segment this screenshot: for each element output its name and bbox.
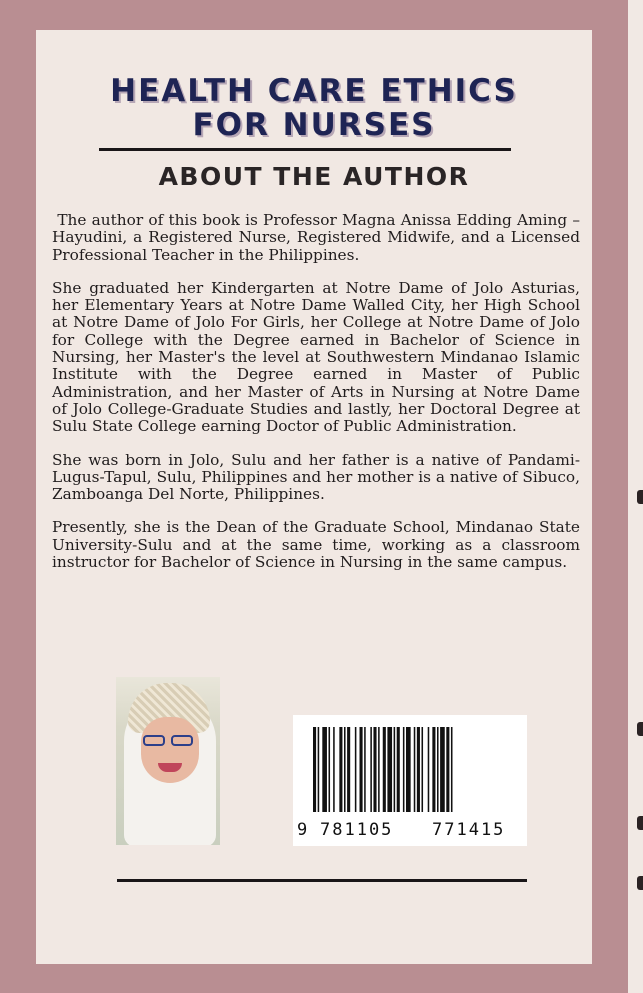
barcode-bar (344, 727, 346, 812)
barcode-bar (347, 727, 350, 812)
author-photo-face (141, 717, 199, 783)
barcode-digit-first: 9 (297, 820, 308, 840)
barcode-bar (403, 727, 405, 812)
barcode-bar (414, 727, 416, 812)
barcode-bar (313, 727, 316, 812)
author-bio (52, 212, 580, 587)
spine-mark (637, 490, 643, 504)
isbn-barcode (293, 715, 527, 846)
author-photo-glasses (143, 735, 199, 747)
book-title (36, 74, 592, 142)
bio-paragraph-2: She graduated her Kindergarten at Notre Dame of Jolo Asturias, her Elementary Years at Notre Dame Walled City, her High School at Notre Dame of Jolo For Girls, her College at Notre Dame of Jolo for College with the Degree earned in Bachelor of Science in Nursing, her Master's the level at Southwestern Mindanao Islamic Institute with the Degree earned in Master of Public Administration, and her Master of Arts in Nursing at Notre Dame of Jolo College-Graduate Studies and lastly, her Doctoral Degree at Sulu State College earning Doctor of Public Administration. (52, 278, 580, 436)
barcode-bar (437, 727, 439, 812)
barcode-bar (355, 727, 357, 812)
title-divider (99, 148, 511, 151)
barcode-digits-left: 781105 (320, 820, 394, 840)
barcode-bar (322, 727, 327, 812)
barcode-bar (378, 727, 380, 812)
spine-mark (637, 816, 643, 830)
barcode-bar (339, 727, 342, 812)
barcode-bar (364, 727, 366, 812)
barcode-bar (440, 727, 445, 812)
bottom-divider (117, 879, 527, 882)
spine-mark (637, 722, 643, 736)
barcode-bar (360, 727, 363, 812)
bio-paragraph-1: The author of this book is Professor Magna Anissa Edding Aming – Hayudini, a Registered Nurse, Registered Midwife, and a Licensed Professional Teacher in the Philippines. (52, 211, 580, 264)
barcode-bar (422, 727, 424, 812)
barcode-bar (318, 727, 320, 812)
barcode-bar (373, 727, 376, 812)
barcode-graphic (293, 715, 527, 846)
book-title-line-1: HEALTH CARE ETHICS (110, 73, 518, 109)
book-title-line-2: FOR NURSES (192, 107, 436, 143)
barcode-bar (370, 727, 372, 812)
section-heading: ABOUT THE AUTHOR (158, 162, 470, 191)
barcode-digits-right: 771415 (432, 820, 506, 840)
spine-mark (637, 876, 643, 890)
barcode-bar (451, 727, 453, 812)
barcode-bar (383, 727, 386, 812)
bio-paragraph-4: Presently, she is the Dean of the Graduate School, Mindanao State University-Sulu and at the same time, working as a classroom instructor for Bachelor of Science in Nursing in the same campus. (52, 518, 580, 572)
barcode-bar (394, 727, 396, 812)
bio-paragraph-3: She was born in Jolo, Sulu and her father is a native of Pandami-Lugus-Tapul, Sulu, Philippines and her mother is a native of Sibuco, Zamboanga Del Norte, Philippines. (52, 450, 580, 504)
author-photo (116, 677, 220, 845)
barcode-bar (397, 727, 400, 812)
barcode-bar (406, 727, 411, 812)
barcode-bar (428, 727, 430, 812)
barcode-bar (333, 727, 335, 812)
back-cover-panel (36, 30, 592, 964)
barcode-bar (432, 727, 435, 812)
barcode-bar (387, 727, 392, 812)
barcode-bar (329, 727, 331, 812)
barcode-bar (417, 727, 420, 812)
barcode-bar (446, 727, 449, 812)
